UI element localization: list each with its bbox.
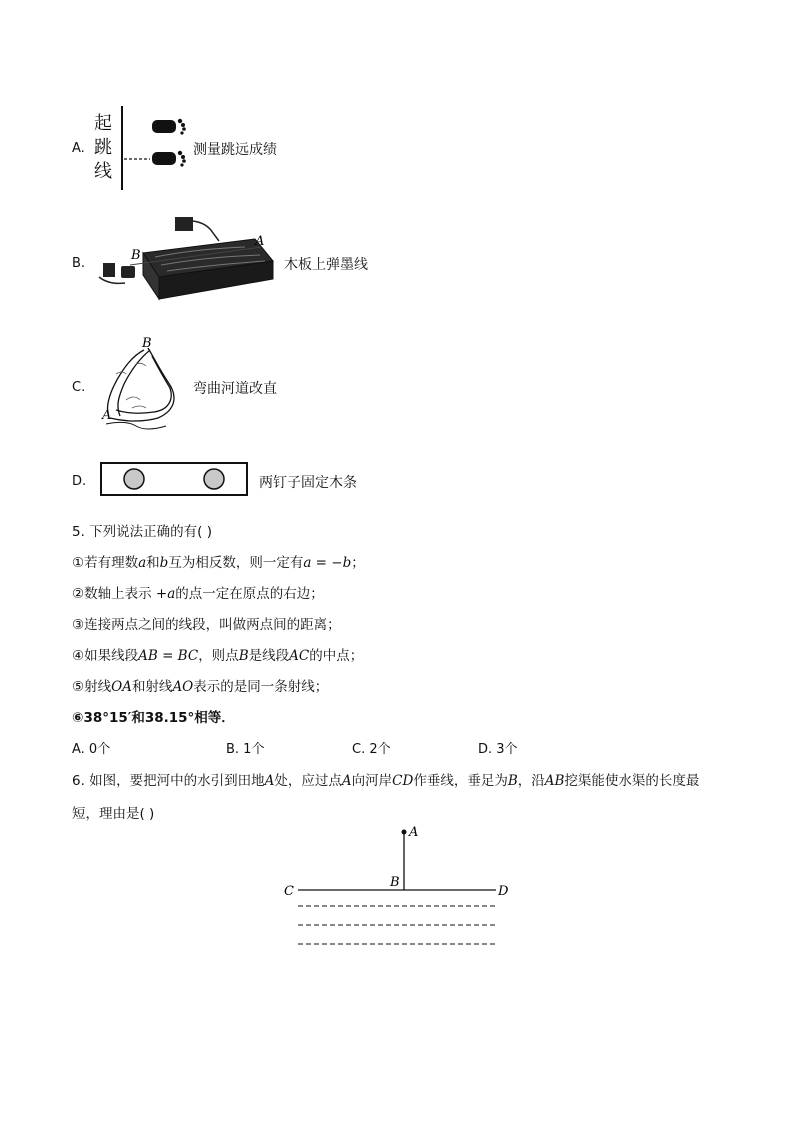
jump-line-char: 跳 <box>94 137 112 158</box>
option-d-letter: D. <box>72 474 87 489</box>
q5-statement-3: ③连接两点之间的线段，叫做两点间的距离； <box>72 617 341 633</box>
option-d-caption: 两钉子固定木条 <box>259 475 357 491</box>
river-point-a-label: A <box>102 408 112 423</box>
q5-choice-d[interactable]: D. 3个 <box>478 742 518 757</box>
label-c: C <box>284 884 294 899</box>
q5-stem: 5. 下列说法正确的有( ) <box>72 524 212 540</box>
point-a-label: A <box>255 234 265 249</box>
label-b: B <box>390 875 400 890</box>
option-b-letter: B. <box>72 256 86 271</box>
q5-statement-2: ②数轴上表示 +a的点一定在原点的右边； <box>72 586 324 602</box>
q5-choice-a[interactable]: A. 0个 <box>72 742 111 757</box>
wood-strip-nails-figure <box>100 462 250 498</box>
q5-statement-6: ⑥38°15′和38.15°相等． <box>72 710 235 726</box>
jump-line-char: 起 <box>94 113 112 134</box>
option-a-letter: A. <box>72 141 85 156</box>
chalk-line-board-figure <box>95 213 280 305</box>
river-figure <box>96 334 186 438</box>
q6-stem-line2: 短，理由是( ) <box>72 806 155 822</box>
option-a-caption: 测量跳远成绩 <box>193 142 277 158</box>
label-d: D <box>498 884 509 899</box>
option-c-letter: C. <box>72 380 86 395</box>
point-b-label: B <box>131 248 141 263</box>
river-point-b-label: B <box>142 336 152 351</box>
q5-statement-4: ④如果线段AB = BC，则点B是线段AC的中点； <box>72 648 364 664</box>
q5-choice-b[interactable]: B. 1个 <box>226 742 265 757</box>
q6-stem-line1: 6. 如图，要把河中的水引到田地A处，应过点A向河岸CD作垂线，垂足为B，沿AB挖渠能使水渠的长度最 <box>72 773 700 789</box>
q5-choice-c[interactable]: C. 2个 <box>352 742 391 757</box>
long-jump-figure <box>94 106 194 192</box>
footprints-icon <box>94 106 194 192</box>
option-b-caption: 木板上弹墨线 <box>284 257 368 273</box>
nail-icon <box>124 469 144 489</box>
option-c-caption: 弯曲河道改直 <box>193 381 277 397</box>
label-a: A <box>409 825 419 840</box>
q5-statement-1: ①若有理数a和b互为相反数，则一定有a = −b； <box>72 555 365 571</box>
nail-icon <box>204 469 224 489</box>
river-bank-figure <box>280 822 520 954</box>
q5-statement-5: ⑤射线OA和射线AO表示的是同一条射线； <box>72 679 329 695</box>
jump-line-char: 线 <box>94 161 112 182</box>
